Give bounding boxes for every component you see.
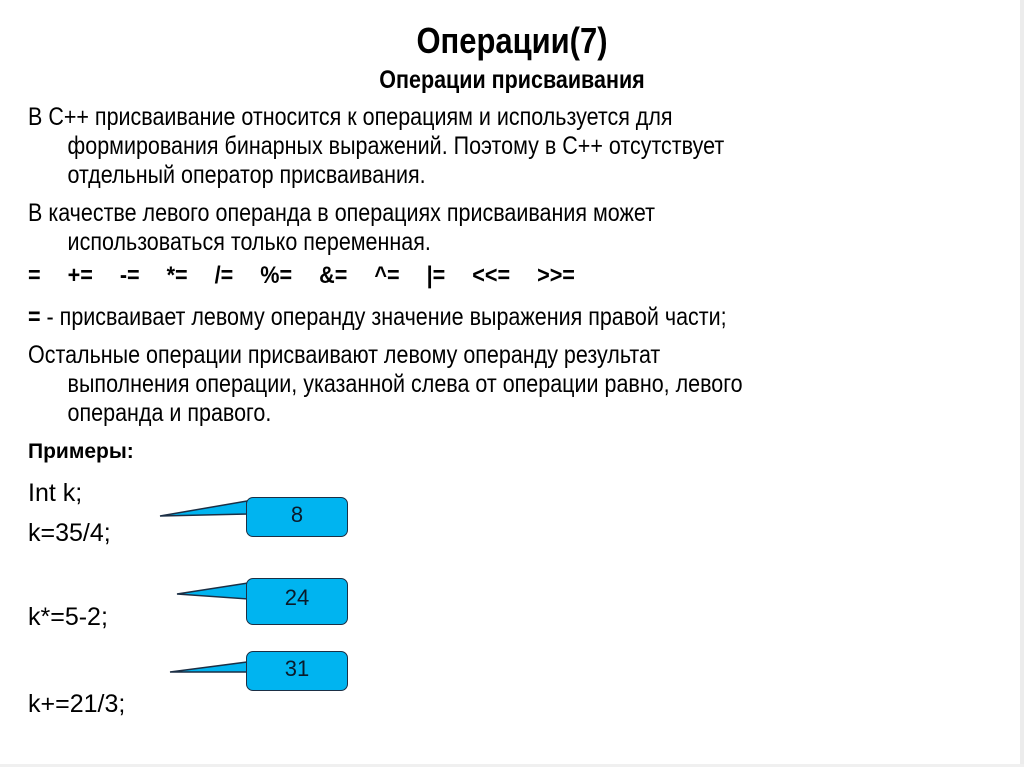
assign-symbol: = (28, 303, 41, 331)
operator: %= (260, 262, 293, 289)
operator: >>= (537, 262, 575, 289)
operator: -= (119, 262, 140, 289)
code-line: k*=5-2; (28, 603, 108, 631)
code-line: k=35/4; (28, 519, 111, 547)
examples-label: Примеры: (28, 440, 134, 463)
slide-right-edge (1020, 0, 1024, 767)
callout-value: 24 (246, 578, 348, 625)
operator: |= (426, 262, 446, 289)
operator: += (67, 262, 93, 289)
paragraph-line: формирования бинарных выражений. Поэтому в С++ отсутствует (67, 132, 725, 160)
operator: = (28, 262, 41, 289)
paragraph-left-operand (28, 199, 655, 257)
operator: *= (166, 262, 188, 289)
code-line: k+=21/3; (28, 690, 126, 718)
callout-value: 31 (246, 651, 348, 691)
paragraph-line: В С++ присваивание относится к операциям и используется для (28, 103, 673, 131)
operator: <<= (472, 262, 511, 289)
code-line: Int k; (28, 479, 83, 507)
operator: ^= (374, 262, 400, 289)
paragraph-line: операнда и правого. (67, 399, 272, 427)
callout-value: 8 (246, 497, 348, 537)
slide-title: Операции(7) (416, 20, 608, 61)
operator-list (28, 262, 602, 290)
paragraph-line: выполнения операции, указанной слева от операции равно, левого (67, 370, 743, 398)
assign-description (28, 303, 727, 332)
assign-text: - присваивает левому операнду значение выражения правой части; (40, 303, 727, 331)
paragraph-line: отдельный оператор присваивания. (67, 161, 426, 189)
paragraph-line: В качестве левого операнда в операциях присваивания может (28, 199, 655, 227)
paragraph-line: использоваться только переменная. (67, 228, 431, 256)
paragraph-other-operations (28, 341, 743, 428)
operator: &= (319, 262, 348, 289)
operator: /= (214, 262, 234, 289)
slide-subtitle: Операции присваивания (379, 66, 645, 94)
paragraph-line: Остальные операции присваивают левому операнду результат (28, 341, 661, 369)
paragraph-assignment-is-operation (28, 103, 724, 190)
